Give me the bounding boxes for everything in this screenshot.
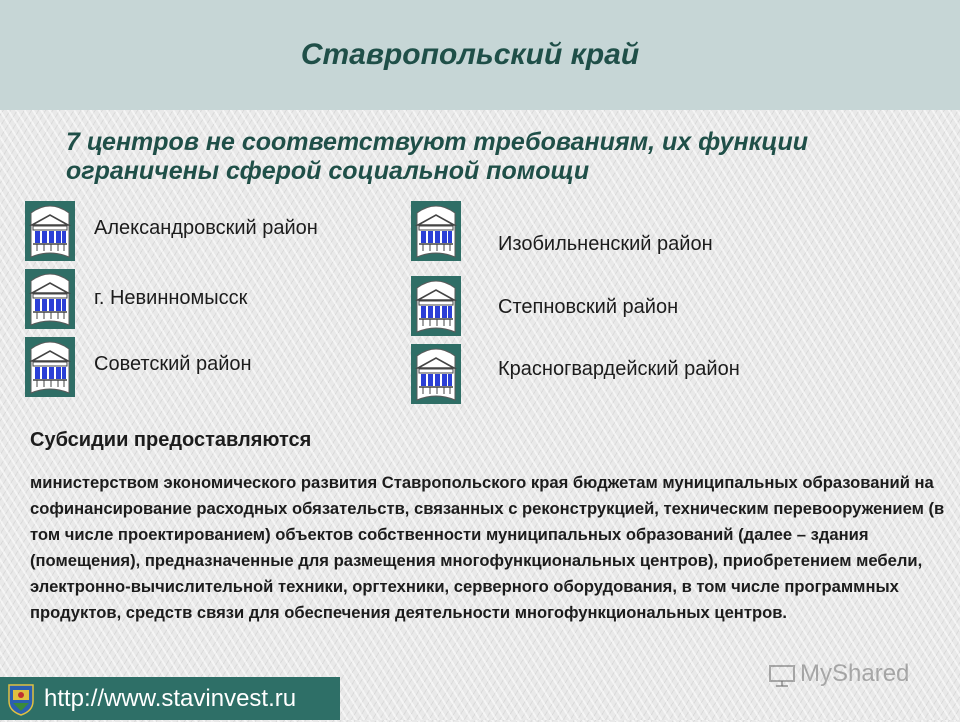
coat-of-arms-icon: [4, 681, 38, 717]
page-title: Ставропольский край: [300, 38, 640, 71]
building-icon: [411, 344, 461, 404]
watermark-text: MyShared: [800, 660, 910, 687]
subsidies-heading: Субсидии предоставляются: [30, 429, 312, 451]
center-label-1: Александровский район: [94, 217, 318, 239]
building-icon: [25, 337, 75, 397]
building-icon: [411, 276, 461, 336]
center-label-6: Красногвардейский район: [498, 358, 740, 380]
center-label-3: Советский район: [94, 353, 252, 375]
subtitle: 7 центров не соответствуют требованиям, их функции ограничены сферой социальной помощи: [66, 128, 809, 185]
center-label-5: Степновский район: [498, 296, 679, 318]
subsidies-text: министерством экономического развития Ставропольского края бюджетам муниципальных образований на софинансирование расходных обязательств, связанных с реконструкцией, техническим перевооружением (в том числе проектированием) объектов собственности муниципальных образований (далее – здания (помещения), предназначенные для размещения многофункциональных центров), приобретением мебели, электронно-вычислительной техники, оргтехники, серверного оборудования, в том числе программных продуктов, средств связи для обеспечения деятельности многофункциональных центров.: [30, 473, 945, 622]
presentation-icon: [768, 664, 796, 688]
footer-bar: [0, 677, 340, 720]
center-label-4: Изобильненский район: [498, 233, 713, 255]
building-icon: [411, 201, 461, 261]
footer-url-link[interactable]: http://www.stavinvest.ru: [44, 685, 297, 712]
building-icon: [25, 269, 75, 329]
center-label-2: г. Невинномысск: [94, 287, 248, 309]
building-icon: [25, 201, 75, 261]
